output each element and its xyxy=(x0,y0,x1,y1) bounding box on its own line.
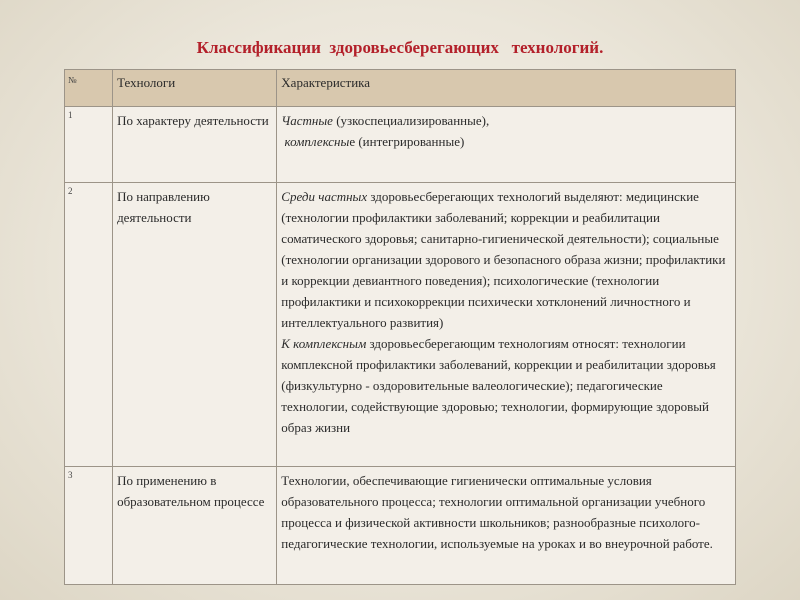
table-header-row xyxy=(65,70,736,107)
row-technology: По применению в образовательном процессе xyxy=(113,467,277,585)
table-row xyxy=(65,107,736,183)
row-technology: По характеру деятельности xyxy=(113,107,277,183)
classification-table xyxy=(64,69,736,585)
desc-paragraph xyxy=(281,333,731,438)
desc-paragraph xyxy=(281,186,731,333)
desc-italic: Среди частных xyxy=(281,189,368,204)
row-characteristic xyxy=(277,107,736,183)
table-row xyxy=(65,467,736,585)
table-row xyxy=(65,183,736,467)
desc-italic: Частные xyxy=(281,113,333,128)
header-number: № xyxy=(65,70,113,107)
desc-line xyxy=(281,131,731,152)
row-characteristic xyxy=(277,183,736,467)
desc-italic: комплексны xyxy=(281,134,350,149)
page-title: Классификации здоровьесберегающих технологий. xyxy=(196,38,604,57)
desc-text: здоровьесберегающих технологий выделяют: медицинские (технологии профилактики заболеваний; коррекции и реабилитации соматического здоровья; санитарно-гигиенической деятельности); социальные (технологии организации здорового и безопасного образа жизни; профилактики и коррекции девиантного поведения); психологические (технологии профилактики и психокоррекции психически хотклонений личностного и интеллектуального развития) xyxy=(281,189,726,330)
desc-text: е (интегрированные) xyxy=(349,134,465,149)
header-characteristic: Характеристика xyxy=(277,70,736,107)
header-technology: Технологи xyxy=(113,70,277,107)
desc-text: (узкоспециализированные), xyxy=(332,113,490,128)
desc-italic: К комплексным xyxy=(281,336,367,351)
row-number: 2 xyxy=(65,183,113,467)
row-technology: По направлению деятельности xyxy=(113,183,277,467)
row-characteristic: Технологии, обеспечивающие гигиенически оптимальные условия образовательного процесса; технологии оптимальной организации учебного процесса и физической активности школьников; разнообразные психолого-педагогические технологии, используемые на уроках и во внеурочной работе. xyxy=(277,467,736,585)
row-number: 1 xyxy=(65,107,113,183)
row-number: 3 xyxy=(65,467,113,585)
desc-text: здоровьесберегающим технологиям относят: технологии комплексной профилактики заболеваний, коррекции и реабилитации здоровья (физкультурно - оздоровительные валеологические); педагогические технологии, содействующие здоровью; технологии, формирующие здоровый образ жизни xyxy=(281,336,716,435)
desc-line xyxy=(281,110,731,131)
